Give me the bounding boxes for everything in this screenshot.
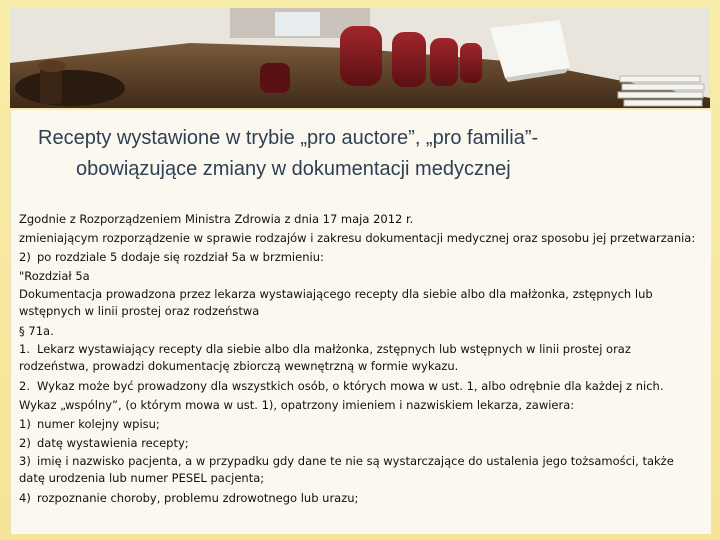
item-text: datę wystawienia recepty; (37, 436, 189, 450)
list-item (19, 341, 699, 375)
item-number: 2) (19, 250, 31, 264)
item-number: 2. (19, 379, 30, 393)
item-number: 3) (19, 454, 31, 468)
paragraph-text: "Rozdział 5a (19, 269, 90, 283)
list-item (19, 489, 699, 508)
item-text: Wykaz może być prowadzony dla wszystkich osób, o których mowa w ust. 1, albo odrębnie dla każdej z nich. (37, 379, 664, 393)
paragraph-text: zmieniającym rozporządzenie w sprawie rodzajów i zakresu dokumentacji medycznej oraz sposobu jej przetwarzania: (19, 231, 696, 245)
paragraph (19, 322, 699, 341)
header-photo (10, 8, 710, 108)
item-text: numer kolejny wpisu; (37, 417, 160, 431)
paragraph-text: Dokumentacja prowadzona przez lekarza wystawiającego recepty dla siebie albo dla małżonka, zstępnych lub wstępnych w linii prostej oraz rodzeństwa (19, 287, 653, 318)
paragraph (19, 229, 699, 248)
item-text: Lekarz wystawiający recepty dla siebie albo dla małżonka, zstępnych lub wstępnych w linii prostej oraz rodzeństwa, prowadzi dokumentację zbiorczą wewnętrzną w formie wykazu. (19, 342, 631, 373)
title-line-2: obowiązujące zmiany w dokumentacji medycznej (76, 158, 511, 180)
paragraph (19, 396, 699, 415)
list-item (19, 415, 699, 434)
paragraph (19, 286, 699, 320)
item-text: po rozdziale 5 dodaje się rozdział 5a w brzmieniu: (37, 250, 324, 264)
list-item (19, 434, 699, 453)
item-text: imię i nazwisko pacjenta, a w przypadku gdy dane te nie są wystarczające do ustalenia jego tożsamości, także datę urodzenia lub numer PESEL pacjenta; (19, 454, 674, 485)
body-text (19, 210, 699, 508)
list-item (19, 248, 699, 267)
slide-title (0, 123, 700, 185)
conference-room-image (10, 8, 710, 108)
item-number: 1. (19, 342, 30, 356)
item-number: 1) (19, 417, 31, 431)
list-item (19, 377, 699, 396)
paragraph (19, 267, 699, 286)
list-item (19, 453, 699, 487)
item-number: 4) (19, 491, 31, 505)
item-text: rozpoznanie choroby, problemu zdrowotnego lub urazu; (37, 491, 359, 505)
paragraph-text: Wykaz „wspólny”, (o którym mowa w ust. 1), opatrzony imieniem i nazwiskiem lekarza, zawiera: (19, 398, 575, 412)
title-line-1: Recepty wystawione w trybie „pro auctore”, „pro familia”- (38, 127, 539, 149)
paragraph (19, 210, 699, 229)
paragraph-text: Zgodnie z Rozporządzeniem Ministra Zdrowia z dnia 17 maja 2012 r. (19, 212, 414, 226)
paragraph-text: § 71a. (19, 324, 54, 338)
item-number: 2) (19, 436, 31, 450)
